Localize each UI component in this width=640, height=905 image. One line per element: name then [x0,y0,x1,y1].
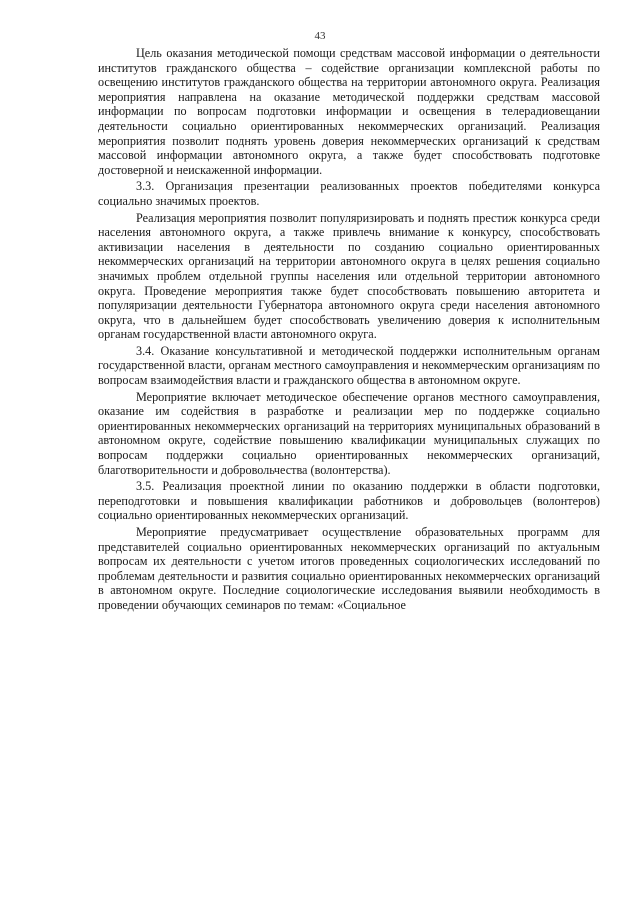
paragraph-3-4-heading: 3.4. Оказание консультативной и методической поддержки исполнительным органам государственной власти, органам местного самоуправления и некоммерческим организациям по вопросам взаимодействия власти и гражданского общества в автономном округе. [98,343,600,388]
paragraph-education-programs: Мероприятие предусматривает осуществление образовательных программ для представителей социально ориентированных некоммерческих организаций по актуальным вопросам их деятельности с учетом итогов проведенных социологических исследований по проблемам деятельности и развития социально ориентированных некоммерческих организаций в автономном округе. Последние социологические исследования выявили необходимость в проведении обучающих семинаров по темам: «Социальное [98,525,600,612]
paragraph-media-support: Цель оказания методической помощи средствам массовой информации о деятельности институтов гражданского общества – содействие организации комплексной работы по освещению институтов гражданского общества на территории автономного округа. Реализация мероприятия направлена на оказание методической поддержки средствам массовой информации по вопросам подготовки информации и освещения в телерадиовещании деятельности социально ориентированных некоммерческих организаций. Реализация мероприятия позволит поднять уровень доверия некоммерческих организаций к средствам массовой информации автономного округа, а также будет способствовать подготовке достоверной и неискаженной информации. [98,46,600,177]
paragraph-methodical-support: Мероприятие включает методическое обеспечение органов местного самоуправления, оказание им содействия в разработке и реализации мер по поддержке социально ориентированных некоммерческих организаций на территориях муниципальных образований в автономном округе, содействие повышению квалификации муниципальных служащих по вопросам поддержки социально ориентированных некоммерческих организаций, благотворительности и добровольчества (волонтерства). [98,389,600,477]
paragraph-3-5-heading: 3.5. Реализация проектной линии по оказанию поддержки в области подготовки, переподготовки и повышения квалификации работников и добровольцев (волонтеров) социально ориентированных некоммерческих организаций. [98,479,600,523]
page-number: 43 [314,30,326,42]
paragraph-presentation-goal: Реализация мероприятия позволит популяризировать и поднять престиж конкурса среди населения автономного округа, а также привлечь внимание к конкурсу, способствовать активизации населения в деятельности по созданию социально ориентированных некоммерческих организаций на территории автономного округа в целях решения социально значимых проблем отдельной группы населения или отдельной территории автономного округа. Проведение мероприятия также будет способствовать повышению авторитета и популяризации деятельности Губернатора автономного округа среди населения автономного округа, что в дальнейшем будет способствовать увеличению доверия к исполнительным органам государственной власти автономного округа. [98,210,600,342]
paragraph-3-3-heading: 3.3. Организация презентации реализованных проектов победителями конкурса социально значимых проектов. [98,179,600,208]
body-text [98,46,600,613]
